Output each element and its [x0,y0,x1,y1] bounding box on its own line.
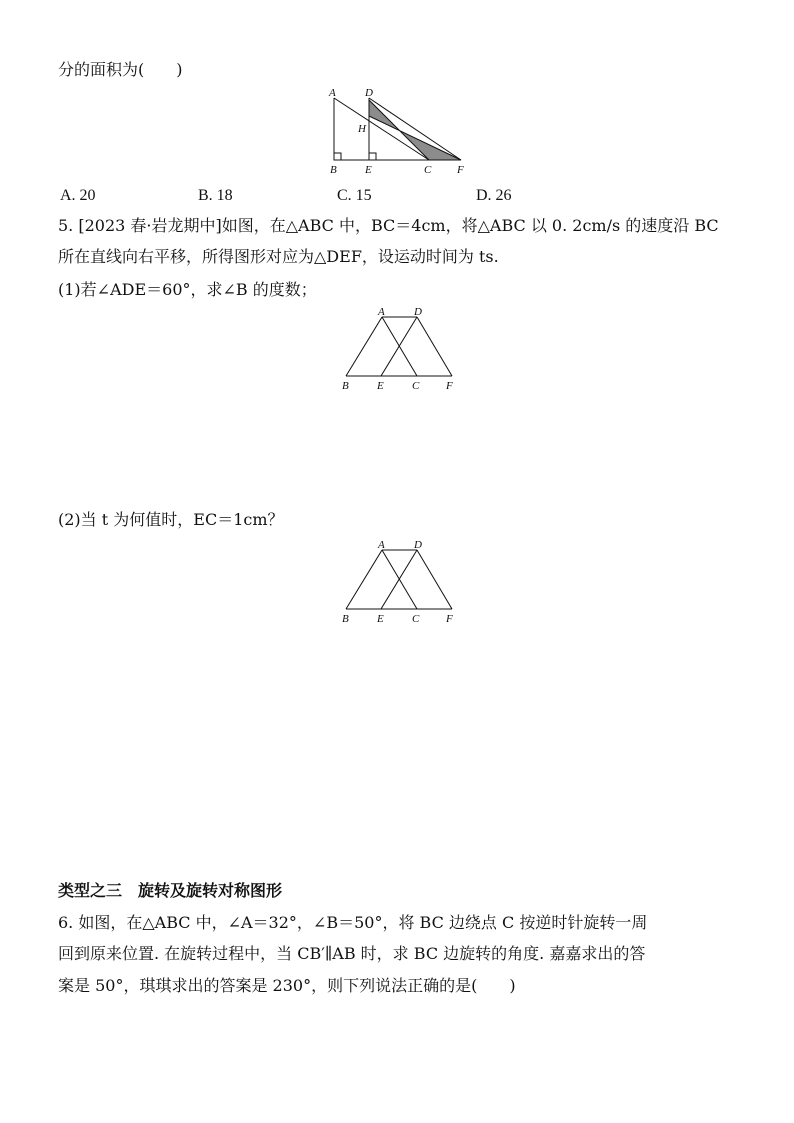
label-d: D [414,306,422,318]
q6-line-1: 6. 如图，在△ABC 中，∠A＝32°，∠B＝50°，将 BC 边绕点 C 按逆时针旋转一周 [58,913,648,932]
q4-figure [320,84,480,176]
q5-figure-1 [336,304,462,394]
label-b: B [342,380,349,392]
label-f: F [446,380,453,392]
section-title: 类型之三 旋转及旋转对称图形 [58,881,283,900]
q6-line-3: 案是 50°，琪琪求出的答案是 230°，则下列说法正确的是( ) [58,976,516,995]
option-b: B. 18 [198,187,233,204]
label-a: A [378,306,385,318]
option-a: A. 20 [60,187,96,204]
q4-question-tail: 分的面积为( ) [58,60,183,79]
option-d: D. 26 [476,187,512,204]
label-e: E [377,380,384,392]
label-b: B [342,613,349,625]
label-a: A [329,87,336,99]
label-c: C [424,164,432,176]
label-d: D [365,87,373,99]
label-e: E [365,164,372,176]
q5-line-2: 所在直线向右平移，所得图形对应为△DEF，设运动时间为 ts. [58,247,499,266]
label-c: C [412,613,420,625]
q5-line-1: 5. [2023 春·岩龙期中]如图，在△ABC 中，BC＝4cm，将△ABC 以 0. 2cm/s 的速度沿 BC [58,216,719,235]
q5-part-1: (1)若∠ADE＝60°，求∠B 的度数； [58,280,317,299]
label-a: A [378,539,385,551]
label-e: E [377,613,384,625]
label-b: B [330,164,337,176]
option-c: C. 15 [337,187,372,204]
q5-figure-2 [336,537,462,627]
label-f: F [446,613,453,625]
q5-part-2: (2)当 t 为何值时，EC＝1cm？ [58,510,284,529]
label-f: F [457,164,464,176]
label-h: H [358,123,366,135]
q6-line-2: 回到原来位置. 在旋转过程中，当 CB′∥AB 时，求 BC 边旋转的角度. 嘉嘉求出的答 [58,944,646,963]
label-d: D [414,539,422,551]
label-c: C [412,380,420,392]
